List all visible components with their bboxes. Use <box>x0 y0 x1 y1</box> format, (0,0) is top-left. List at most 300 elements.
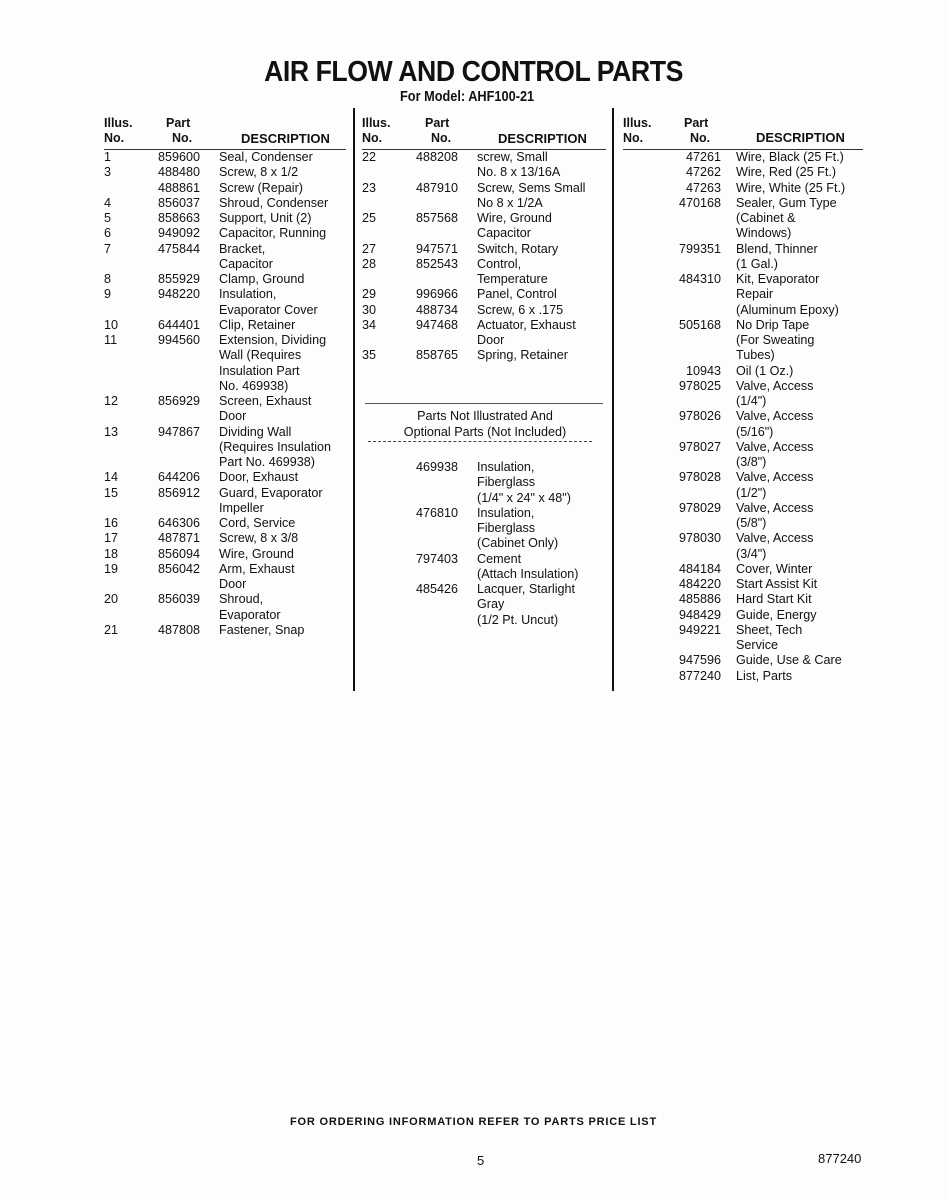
part-description <box>477 242 558 257</box>
table-row <box>104 242 349 273</box>
description-line: Switch, Rotary <box>477 241 559 256</box>
column-divider <box>353 108 355 691</box>
table-row <box>104 470 349 485</box>
description-line: Temperature <box>477 272 548 287</box>
header-illus: Illus. No. <box>104 116 133 145</box>
part-description <box>736 653 842 668</box>
part-number: 858765 <box>416 348 459 363</box>
part-description <box>219 531 298 546</box>
table-row <box>104 623 349 638</box>
illus-number: 12 <box>104 394 119 409</box>
part-number: 856929 <box>158 394 201 409</box>
header-description: DESCRIPTION <box>241 131 330 146</box>
description-line: (3/4") <box>736 546 767 561</box>
part-description <box>736 165 836 180</box>
part-number: 47261 <box>685 150 721 164</box>
part-number: 485426 <box>416 582 459 597</box>
description-line: No 8 x 1/2A <box>477 195 543 210</box>
description-line: (1/4" x 24" x 48") <box>477 490 571 505</box>
illus-number: 9 <box>104 287 112 302</box>
description-line: Windows) <box>736 226 792 241</box>
description-line: No. 469938) <box>219 378 289 393</box>
part-description <box>736 196 837 242</box>
part-number: 947867 <box>158 424 201 439</box>
description-line: Insulation, <box>477 460 535 474</box>
table-row <box>104 531 349 546</box>
illus-number: 34 <box>362 317 377 332</box>
description-line: Valve, Access <box>736 470 814 485</box>
illus-number: 16 <box>104 516 119 531</box>
description-line: Sheet, Tech <box>736 622 803 637</box>
description-line: (3/8") <box>736 455 767 470</box>
table-row <box>362 181 607 212</box>
part-number: 978028 <box>678 470 721 485</box>
part-number: 948220 <box>158 287 201 302</box>
part-description <box>219 592 281 623</box>
description-line: Screen, Exhaust <box>219 394 312 409</box>
part-number: 978030 <box>678 531 721 546</box>
part-number: 47262 <box>685 165 721 180</box>
description-line: Wire, Black (25 Ft.) <box>736 150 844 164</box>
description-line: Sealer, Gum Type <box>736 195 837 210</box>
part-number: 485886 <box>678 592 721 607</box>
part-number: 484220 <box>678 577 721 592</box>
description-line: Hard Start Kit <box>736 592 812 607</box>
description-line: Guard, Evaporator <box>219 485 323 500</box>
description-line: Dividing Wall <box>219 424 292 439</box>
description-line: Clamp, Ground <box>219 272 305 287</box>
description-line: Cord, Service <box>219 516 296 531</box>
header-part: Part No. <box>166 116 193 145</box>
description-line: Seal, Condenser <box>219 150 313 164</box>
description-line: Insulation Part <box>219 363 300 378</box>
description-line: Door, Exhaust <box>219 470 299 485</box>
part-number: 487871 <box>158 531 201 546</box>
description-line: (Aluminum Epoxy) <box>736 302 839 317</box>
part-number: 488734 <box>416 302 459 317</box>
part-description <box>219 272 304 287</box>
description-line: Door <box>477 333 505 348</box>
illus-number: 3 <box>104 165 112 180</box>
part-description <box>477 257 548 288</box>
table-row <box>104 272 349 287</box>
table-row <box>623 196 868 242</box>
table-row <box>362 287 607 302</box>
description-line: Lacquer, Starlight <box>477 582 576 597</box>
description-line: Wire, Ground <box>477 211 552 226</box>
description-line: (1/4") <box>736 394 767 409</box>
part-number: 646306 <box>158 516 201 531</box>
part-number: 947571 <box>416 241 459 256</box>
part-description <box>219 486 323 517</box>
part-number: 856094 <box>158 546 201 561</box>
illus-number: 15 <box>104 485 119 500</box>
table-row <box>362 460 607 506</box>
part-number: 799351 <box>678 241 721 256</box>
table-row <box>362 257 607 288</box>
description-line: (1/2 Pt. Uncut) <box>477 612 559 627</box>
part-description <box>736 577 817 592</box>
table-row <box>104 287 349 318</box>
table-row <box>362 242 607 257</box>
description-line: Fastener, Snap <box>219 622 305 637</box>
illus-number: 5 <box>104 211 112 225</box>
part-description <box>219 547 294 562</box>
table-row <box>362 211 607 242</box>
illus-number: 23 <box>362 180 377 195</box>
description-line: Door <box>219 409 247 424</box>
header-part: Part No. <box>684 116 711 145</box>
part-description <box>736 501 813 532</box>
description-line: Evaporator Cover <box>219 302 318 317</box>
part-description <box>219 287 318 318</box>
part-number: 855929 <box>158 272 201 287</box>
table-row <box>623 181 868 196</box>
part-description <box>219 623 304 638</box>
description-line: Fiberglass <box>477 521 536 536</box>
ordering-footer: FOR ORDERING INFORMATION REFER TO PARTS PRICE LIST <box>290 1116 657 1128</box>
part-description <box>219 181 303 196</box>
part-description <box>219 226 326 241</box>
part-number: 475844 <box>158 241 201 256</box>
part-number: 858663 <box>158 211 201 225</box>
page-number: 5 <box>477 1153 485 1168</box>
part-number: 47263 <box>685 180 721 195</box>
part-number: 978027 <box>678 439 721 454</box>
description-line: Screw, 8 x 1/2 <box>219 165 299 180</box>
description-line: Actuator, Exhaust <box>477 317 576 332</box>
table-row <box>104 196 349 211</box>
description-line: Insulation, <box>477 505 535 520</box>
part-number: 978026 <box>678 409 721 424</box>
description-line: (Requires Insulation <box>219 439 332 454</box>
part-number: 996966 <box>416 287 459 302</box>
illus-number: 4 <box>104 195 112 210</box>
description-line: Wire, Ground <box>219 546 294 561</box>
illus-number: 7 <box>104 241 112 256</box>
table-row <box>104 150 349 165</box>
part-number: 949221 <box>678 622 721 637</box>
description-line: (5/8") <box>736 516 767 531</box>
optional-parts-list <box>362 460 607 628</box>
part-description <box>219 165 298 180</box>
illus-number: 21 <box>104 622 119 637</box>
description-line: Screw (Repair) <box>219 180 303 195</box>
part-number: 947468 <box>416 317 459 332</box>
illus-number: 25 <box>362 211 377 226</box>
description-line: Clip, Retainer <box>219 317 296 332</box>
part-description <box>219 562 295 593</box>
description-line: Door <box>219 577 247 592</box>
part-description <box>736 623 802 654</box>
table-row <box>362 318 607 349</box>
description-line: Valve, Access <box>736 500 814 515</box>
description-line: Extension, Dividing <box>219 333 327 348</box>
part-number: 484184 <box>678 561 721 576</box>
table-row <box>104 425 349 471</box>
description-line: (1/2") <box>736 485 767 500</box>
description-line: Support, Unit (2) <box>219 211 312 225</box>
description-line: (Cabinet & <box>736 211 796 226</box>
part-number: 797403 <box>416 551 459 566</box>
table-row <box>623 318 868 364</box>
part-number: 487910 <box>416 180 459 195</box>
description-line: (Attach Insulation) <box>477 566 579 581</box>
illus-number: 17 <box>104 531 119 546</box>
description-line: (5/16") <box>736 424 774 439</box>
part-number: 10943 <box>685 363 721 378</box>
part-description <box>477 303 563 318</box>
table-row <box>623 592 868 607</box>
description-line: (1 Gal.) <box>736 256 778 271</box>
part-description <box>736 669 792 684</box>
part-description <box>736 562 812 577</box>
part-description <box>477 348 568 363</box>
description-line: Screw, 8 x 3/8 <box>219 531 299 546</box>
part-description <box>219 470 298 485</box>
part-description <box>736 470 813 501</box>
illus-number: 27 <box>362 241 377 256</box>
description-line: (Cabinet Only) <box>477 536 559 551</box>
part-description <box>736 608 817 623</box>
description-line: Valve, Access <box>736 409 814 424</box>
table-row <box>623 242 868 273</box>
description-line: Cement <box>477 551 522 566</box>
part-number: 852543 <box>416 256 459 271</box>
description-line: Guide, Use & Care <box>736 653 842 668</box>
description-line: Fiberglass <box>477 475 536 490</box>
part-description <box>477 318 576 349</box>
description-line: Control, <box>477 256 522 271</box>
part-number: 488861 <box>158 180 201 195</box>
page-title: AIR FLOW AND CONTROL PARTS <box>264 56 683 88</box>
part-number: 488208 <box>416 150 459 164</box>
description-line: Cover, Winter <box>736 561 813 576</box>
description-line: Wire, White (25 Ft.) <box>736 180 846 195</box>
description-line: Bracket, <box>219 241 266 256</box>
part-description <box>736 592 812 607</box>
table-row <box>104 165 349 180</box>
description-line: No. 8 x 13/16A <box>477 165 561 180</box>
table-row <box>623 409 868 440</box>
description-line: Service <box>736 638 778 653</box>
part-number: 856042 <box>158 561 201 576</box>
description-line: Valve, Access <box>736 531 814 546</box>
table-row <box>623 562 868 577</box>
table-row <box>623 440 868 471</box>
part-number: 487808 <box>158 622 201 637</box>
table-row <box>104 181 349 196</box>
part-number: 856912 <box>158 485 201 500</box>
table-row <box>623 623 868 654</box>
part-number: 644206 <box>158 470 201 485</box>
description-line: Screw, Sems Small <box>477 180 586 195</box>
description-line: Kit, Evaporator <box>736 272 820 287</box>
table-row <box>623 272 868 318</box>
part-description <box>477 460 571 506</box>
table-row <box>362 150 607 181</box>
parts-column-1 <box>104 150 349 638</box>
table-row <box>623 501 868 532</box>
table-row <box>623 669 868 684</box>
part-description <box>219 242 273 273</box>
part-description <box>736 379 813 410</box>
description-line: Wire, Red (25 Ft.) <box>736 165 837 180</box>
description-line: Capacitor, Running <box>219 226 327 241</box>
part-number: 469938 <box>416 460 459 474</box>
part-description <box>736 409 813 440</box>
part-description <box>736 318 814 364</box>
description-line: Gray <box>477 597 505 612</box>
illus-number: 28 <box>362 256 377 271</box>
illus-number: 10 <box>104 317 119 332</box>
table-row <box>362 552 607 583</box>
table-row <box>104 333 349 394</box>
part-description <box>477 211 552 242</box>
description-line: Blend, Thinner <box>736 241 818 256</box>
part-number: 644401 <box>158 317 201 332</box>
description-line: Screw, 6 x .175 <box>477 302 564 317</box>
illus-number: 14 <box>104 470 119 485</box>
part-description <box>736 531 813 562</box>
illus-number: 13 <box>104 424 119 439</box>
header-part: Part No. <box>425 116 452 145</box>
illus-number: 35 <box>362 348 377 363</box>
table-row <box>623 653 868 668</box>
column-divider <box>612 108 614 691</box>
table-row <box>623 608 868 623</box>
description-line: Evaporator <box>219 607 281 622</box>
part-description <box>736 272 839 318</box>
header-description: DESCRIPTION <box>756 130 845 145</box>
description-line: List, Parts <box>736 668 792 683</box>
part-description <box>477 150 560 181</box>
illus-number: 1 <box>104 150 112 164</box>
illus-number: 19 <box>104 561 119 576</box>
table-row <box>104 562 349 593</box>
part-description <box>219 516 295 531</box>
part-description <box>219 394 311 425</box>
part-number: 948429 <box>678 607 721 622</box>
table-row <box>623 470 868 501</box>
header-illus: Illus. No. <box>623 116 652 145</box>
description-line: (For Sweating <box>736 333 815 348</box>
table-row <box>623 165 868 180</box>
table-row <box>362 582 607 628</box>
description-line: Start Assist Kit <box>736 577 818 592</box>
illus-number: 30 <box>362 302 377 317</box>
part-number: 857568 <box>416 211 459 226</box>
part-description <box>477 287 557 302</box>
part-number: 994560 <box>158 333 201 348</box>
part-description <box>736 364 793 379</box>
part-number: 856039 <box>158 592 201 607</box>
part-description <box>219 150 313 165</box>
header-illus: Illus. No. <box>362 116 391 145</box>
part-number: 476810 <box>416 505 459 520</box>
description-line: Capacitor <box>219 256 273 271</box>
description-line: Guide, Energy <box>736 607 817 622</box>
part-description <box>219 318 295 333</box>
document-number: 877240 <box>818 1151 862 1166</box>
table-row <box>623 150 868 165</box>
part-description <box>736 150 844 165</box>
part-description <box>736 181 845 196</box>
illus-number: 29 <box>362 287 377 302</box>
description-line: Valve, Access <box>736 439 814 454</box>
table-row <box>623 531 868 562</box>
part-description <box>219 211 311 226</box>
description-line: Shroud, <box>219 592 264 607</box>
part-number: 949092 <box>158 226 201 241</box>
part-description <box>477 506 558 552</box>
description-line: screw, Small <box>477 150 548 164</box>
table-row <box>104 226 349 241</box>
description-line: Part No. 469938) <box>219 455 315 470</box>
table-row <box>623 379 868 410</box>
table-row <box>104 516 349 531</box>
part-description <box>219 333 326 394</box>
section-divider <box>365 403 603 404</box>
parts-column-3 <box>623 150 868 684</box>
illus-number: 22 <box>362 150 377 164</box>
description-line: No Drip Tape <box>736 317 810 332</box>
description-line: Panel, Control <box>477 287 557 302</box>
part-description <box>477 552 579 583</box>
parts-column-2 <box>362 150 607 364</box>
description-line: Valve, Access <box>736 378 814 393</box>
table-row <box>104 547 349 562</box>
table-row <box>362 506 607 552</box>
part-number: 859600 <box>158 150 201 164</box>
table-row <box>104 394 349 425</box>
header-description: DESCRIPTION <box>498 131 587 146</box>
description-line: Insulation, <box>219 287 277 302</box>
part-number: 856037 <box>158 195 201 210</box>
part-description <box>219 196 328 211</box>
description-line: Oil (1 Oz.) <box>736 363 794 378</box>
description-line: Spring, Retainer <box>477 348 569 363</box>
table-row <box>623 364 868 379</box>
part-description <box>477 582 575 628</box>
part-number: 877240 <box>678 668 721 683</box>
part-number: 484310 <box>678 272 721 287</box>
table-row <box>623 577 868 592</box>
optional-heading-line1: Parts Not Illustrated And <box>417 409 553 423</box>
description-line: Arm, Exhaust <box>219 561 295 576</box>
illus-number: 8 <box>104 272 112 287</box>
part-description <box>219 425 331 471</box>
illus-number: 6 <box>104 226 112 241</box>
description-line: Shroud, Condenser <box>219 195 329 210</box>
part-number: 505168 <box>678 317 721 332</box>
part-number: 488480 <box>158 165 201 180</box>
description-line: Wall (Requires <box>219 348 302 363</box>
table-row <box>104 211 349 226</box>
optional-heading-underline <box>368 441 592 442</box>
part-number: 470168 <box>678 195 721 210</box>
part-number: 978025 <box>678 378 721 393</box>
description-line: Repair <box>736 287 774 302</box>
description-line: Impeller <box>219 500 264 515</box>
model-subtitle: For Model: AHF100-21 <box>400 88 535 105</box>
table-row <box>362 303 607 318</box>
optional-heading-line2: Optional Parts (Not Included) <box>403 425 567 439</box>
table-row <box>104 486 349 517</box>
illus-number: 11 <box>104 333 118 348</box>
table-row <box>104 318 349 333</box>
illus-number: 18 <box>104 546 119 561</box>
